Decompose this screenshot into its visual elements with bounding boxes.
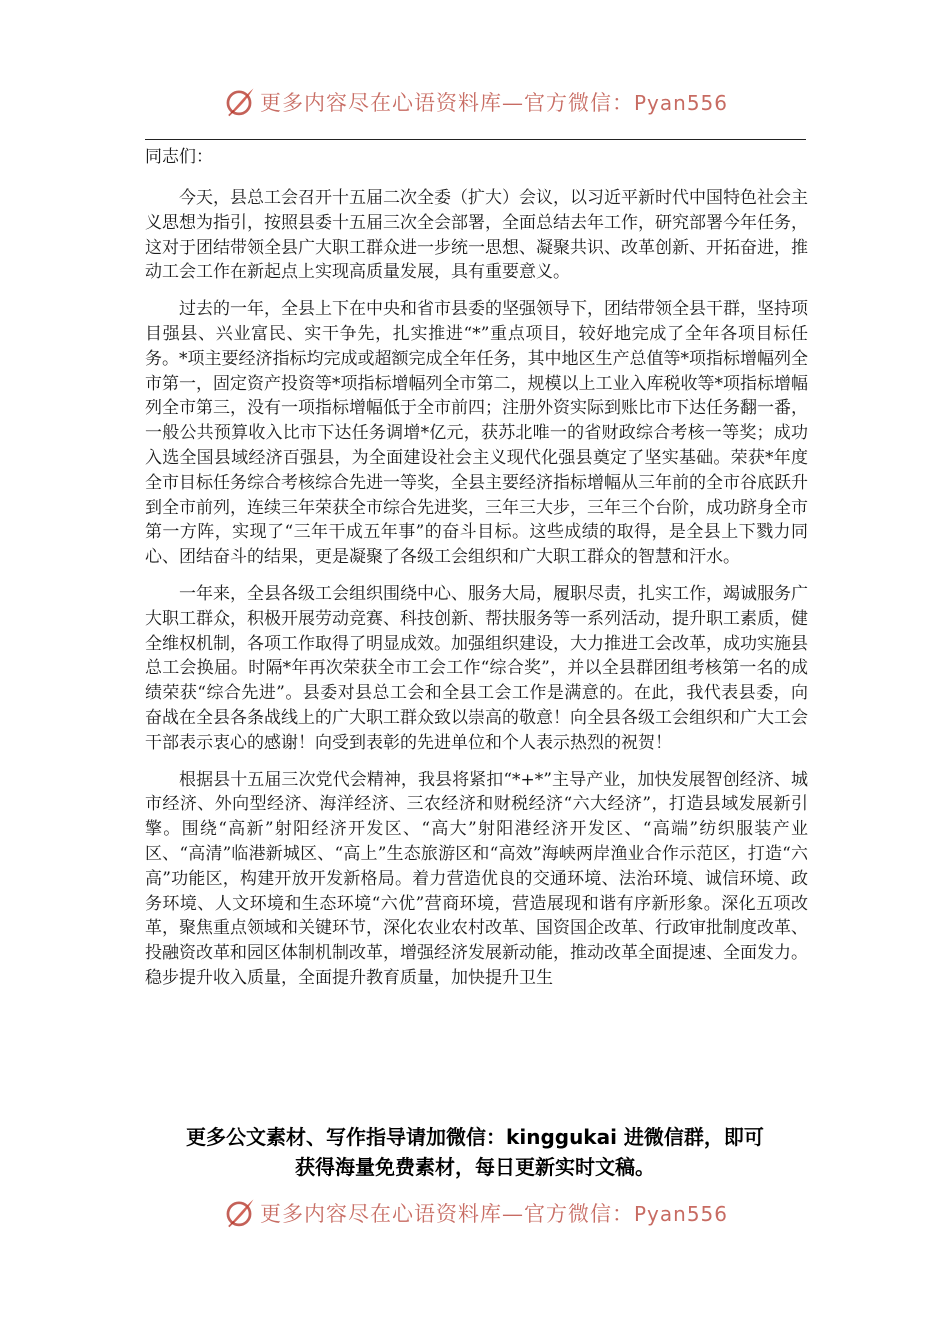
header-banner xyxy=(0,82,950,122)
paragraph-3: 一年来，全县各级工会组织围绕中心、服务大局，履职尽责，扎实工作，竭诚服务广大职工群众，积极开展劳动竞赛、科技创新、帮扶服务等一系列活动，提升职工素质，健全维权机制，各项工作取得了明显成效。加强组织建设，大力推进工会改革，成功实施县总工会换届。时隔*年再次荣获全市工会工作“综合奖”，并以全县群团组考核第一名的成绩荣获“综合先进”。县委对县总工会和全县工会工作是满意的。在此，我代表县委，向奋战在全县各条战线上的广大职工群众致以崇高的敬意！向全县各级工会组织和广大工会干部表示衷心的感谢！向受到表彰的先进单位和个人表示热烈的祝贺！ xyxy=(145,583,808,753)
promo-notice xyxy=(130,1122,820,1182)
quill-logo-icon xyxy=(222,1196,256,1230)
promo-line-1: 更多公文素材、写作指导请加微信：kinggukai 进微信群，即可 xyxy=(186,1125,764,1149)
promo-line-2: 获得海量免费素材，每日更新实时文稿。 xyxy=(295,1155,655,1179)
paragraph-2: 过去的一年，全县上下在中央和省市县委的坚强领导下，团结带领全县干群，坚持项目强县、兴业富民、实干争先，扎实推进“*”重点项目，较好地完成了全年各项目标任务。*项主要经济指标均完成或超额完成全年任务，其中地区生产总值等*项指标增幅列全市第一，固定资产投资等*项指标增幅列全市第二，规模以上工业入库税收等*项指标增幅列全市第三，没有一项指标增幅低于全市前四；注册外资实际到账比市下达任务翻一番，一般公共预算收入比市下达任务调增*亿元，获苏北唯一的省财政综合考核一等奖；成功入选全国县域经济百强县，为全面建设社会主义现代化强县奠定了坚实基础。荣获*年度全市目标任务综合考核综合先进一等奖，全县主要经济指标增幅从三年前的全市谷底跃升到全市前列，连续三年荣获全市综合先进奖，三年三大步，三年三个台阶，成功跻身全市第一方阵，实现了“三年干成五年事”的奋斗目标。这些成绩的取得，是全县上下戮力同心、团结奋斗的结果，更是凝聚了各级工会组织和广大职工群众的智慧和汗水。 xyxy=(145,299,808,568)
document-body xyxy=(145,143,808,1003)
footer-banner xyxy=(0,1193,950,1233)
header-banner-text: 更多内容尽在心语资料库—官方微信：Pyan556 xyxy=(259,91,728,115)
footer-banner-text: 更多内容尽在心语资料库—官方微信：Pyan556 xyxy=(259,1202,728,1226)
salutation: 同志们： xyxy=(145,147,213,167)
paragraph-4: 根据县十五届三次党代会精神，我县将紧扣“*+*”主导产业，加快发展智创经济、城市经济、外向型经济、海洋经济、三农经济和财税经济“六大经济”，打造县域发展新引擎。围绕“高新”射阳经济开发区、“高大”射阳港经济开发区、“高端”纺织服装产业区、“高清”临港新城区、“高上”生态旅游区和“高效”海峡两岸渔业合作示范区，打造“六高”功能区，构建开放开发新格局。着力营造优良的交通环境、法治环境、诚信环境、政务环境、人文环境和生态环境“六优”营商环境，营造展现和谐有序新形象。深化五项改革，聚焦重点领域和关键环节，深化农业农村改革、国资国企改革、行政审批制度改革、投融资改革和园区体制机制改革，增强经济发展新动能，推动改革全面提速、全面发力。稳步提升收入质量，全面提升教育质量，加快提升卫生 xyxy=(145,769,808,988)
paragraph-1: 今天，县总工会召开十五届二次全委（扩大）会议，以习近平新时代中国特色社会主义思想为指引，按照县委十五届三次全会部署，全面总结去年工作，研究部署今年任务，这对于团结带领全县广大职工群众进一步统一思想、凝聚共识、改革创新、开拓奋进，推动工会工作在新起点上实现高质量发展，具有重要意义。 xyxy=(145,188,808,283)
quill-logo-icon xyxy=(222,85,256,119)
header-divider xyxy=(145,139,806,140)
header-wechat-id: Pyan556 xyxy=(633,91,728,115)
footer-wechat-id: Pyan556 xyxy=(633,1202,728,1226)
